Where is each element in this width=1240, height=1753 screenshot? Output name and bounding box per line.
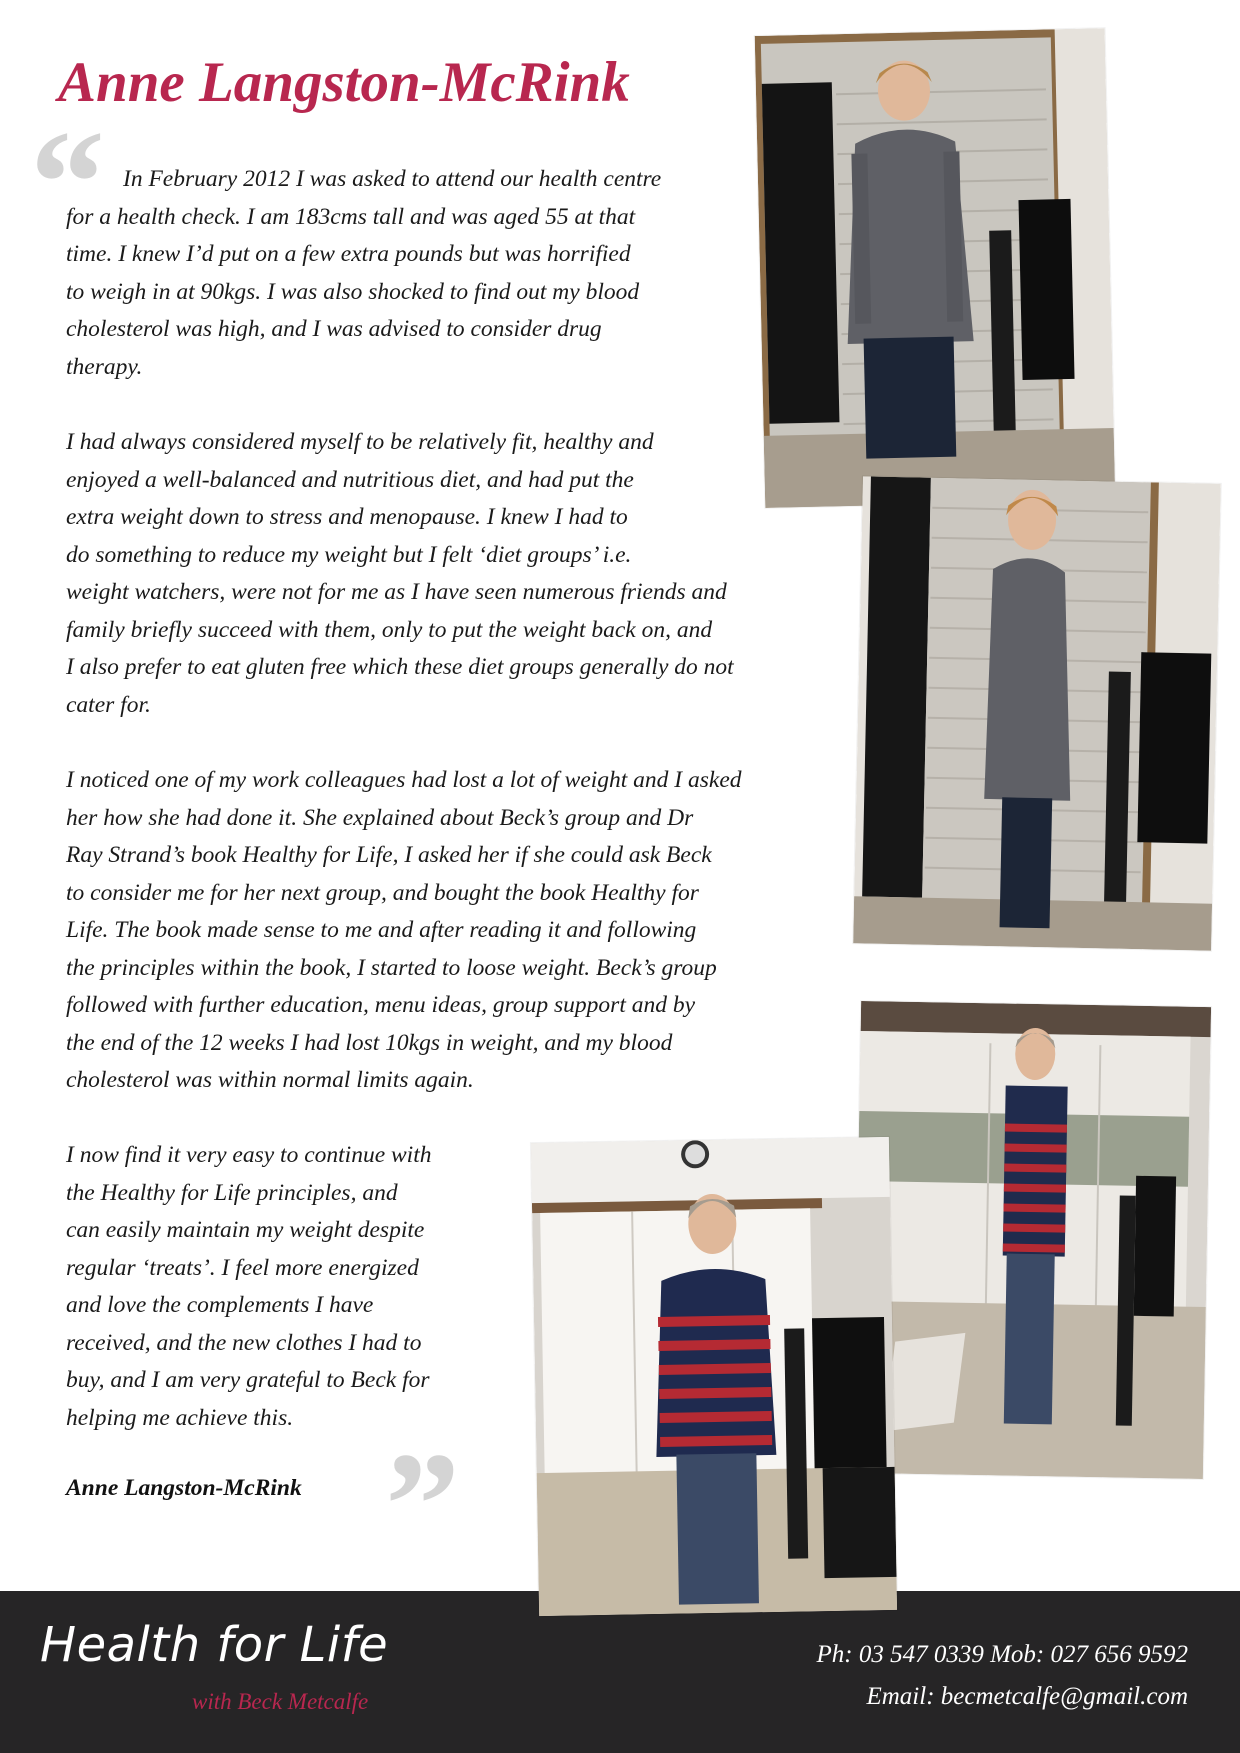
text-line: to consider me for her next group, and bought the book Healthy for: [66, 879, 699, 906]
text-line: extra weight down to stress and menopause. I knew I had to: [66, 504, 628, 530]
testimonial-paragraph-4: [66, 1137, 432, 1437]
text-line: her how she had done it. She explained about Beck’s group and Dr: [66, 804, 694, 831]
text-line: followed with further education, menu ideas, group support and by: [66, 992, 696, 1018]
text-line: cater for.: [66, 691, 151, 718]
text-line: cholesterol was high, and I was advised to consider drug: [66, 316, 602, 342]
text-line: I also prefer to eat gluten free which these diet groups generally do not: [66, 654, 734, 680]
text-line: enjoyed a well-balanced and nutritious diet, and had put the: [66, 466, 634, 493]
text-line: for a health check. I am 183cms tall and was aged 55 at that: [66, 203, 636, 230]
after-photo-side: [853, 1001, 1211, 1479]
text-line: I had always considered myself to be relatively fit, healthy and: [66, 429, 654, 455]
signature: Anne Langston-McRink: [66, 1475, 302, 1501]
after-photo-front: [531, 1137, 897, 1616]
footer: [0, 1591, 1240, 1753]
text-line: weight watchers, were not for me as I have seen numerous friends and: [66, 579, 727, 605]
text-line: I now find it very easy to continue with: [66, 1142, 432, 1168]
before-photo-front: [755, 28, 1116, 508]
text-line: therapy.: [66, 353, 143, 380]
text-line: the principles within the book, I started to loose weight. Beck’s group: [66, 954, 717, 981]
text-line: the end of the 12 weeks I had lost 10kgs in weight, and my blood: [66, 1029, 673, 1056]
text-line: and love the complements I have: [66, 1292, 374, 1318]
text-line: can easily maintain my weight despite: [66, 1217, 425, 1243]
text-line: regular ‘treats’. I feel more energized: [66, 1254, 419, 1281]
brand-subtitle: with Beck Metcalfe: [192, 1689, 369, 1714]
text-line: helping me achieve this.: [66, 1404, 294, 1431]
testimonial-paragraph-3: [66, 762, 742, 1100]
text-line: In February 2012 I was asked to attend our health centre: [123, 166, 662, 192]
open-quote-mark: “: [30, 100, 105, 266]
contact-phone: Ph: 03 547 0339 Mob: 027 656 9592: [816, 1641, 1188, 1668]
page-title: Anne Langston-McRink: [58, 51, 630, 114]
text-line: to weigh in at 90kgs. I was also shocked to find out my blood: [66, 278, 640, 305]
text-line: do something to reduce my weight but I felt ‘diet groups’ i.e.: [66, 541, 632, 568]
before-photo-side: [853, 476, 1221, 950]
text-line: I noticed one of my work colleagues had lost a lot of weight and I asked: [66, 767, 742, 793]
text-line: received, and the new clothes I had to: [66, 1329, 422, 1356]
text-line: Life. The book made sense to me and after reading it and following: [66, 917, 697, 943]
testimonial-paragraph-2: [66, 424, 734, 724]
brand-title: Health for Life: [40, 1617, 389, 1673]
text-line: buy, and I am very grateful to Beck for: [66, 1367, 430, 1393]
contact-email[interactable]: Email: becmetcalfe@gmail.com: [866, 1683, 1188, 1710]
text-line: family briefly succeed with them, only to put the weight back on, and: [66, 616, 713, 643]
text-line: Ray Strand’s book Healthy for Life, I asked her if she could ask Beck: [66, 842, 712, 868]
testimonial-paragraph-1: [66, 161, 661, 386]
close-quote-mark: ”: [385, 1422, 460, 1588]
text-line: time. I knew I’d put on a few extra pounds but was horrified: [66, 241, 631, 267]
text-line: the Healthy for Life principles, and: [66, 1179, 398, 1206]
text-line: cholesterol was within normal limits again.: [66, 1067, 474, 1093]
